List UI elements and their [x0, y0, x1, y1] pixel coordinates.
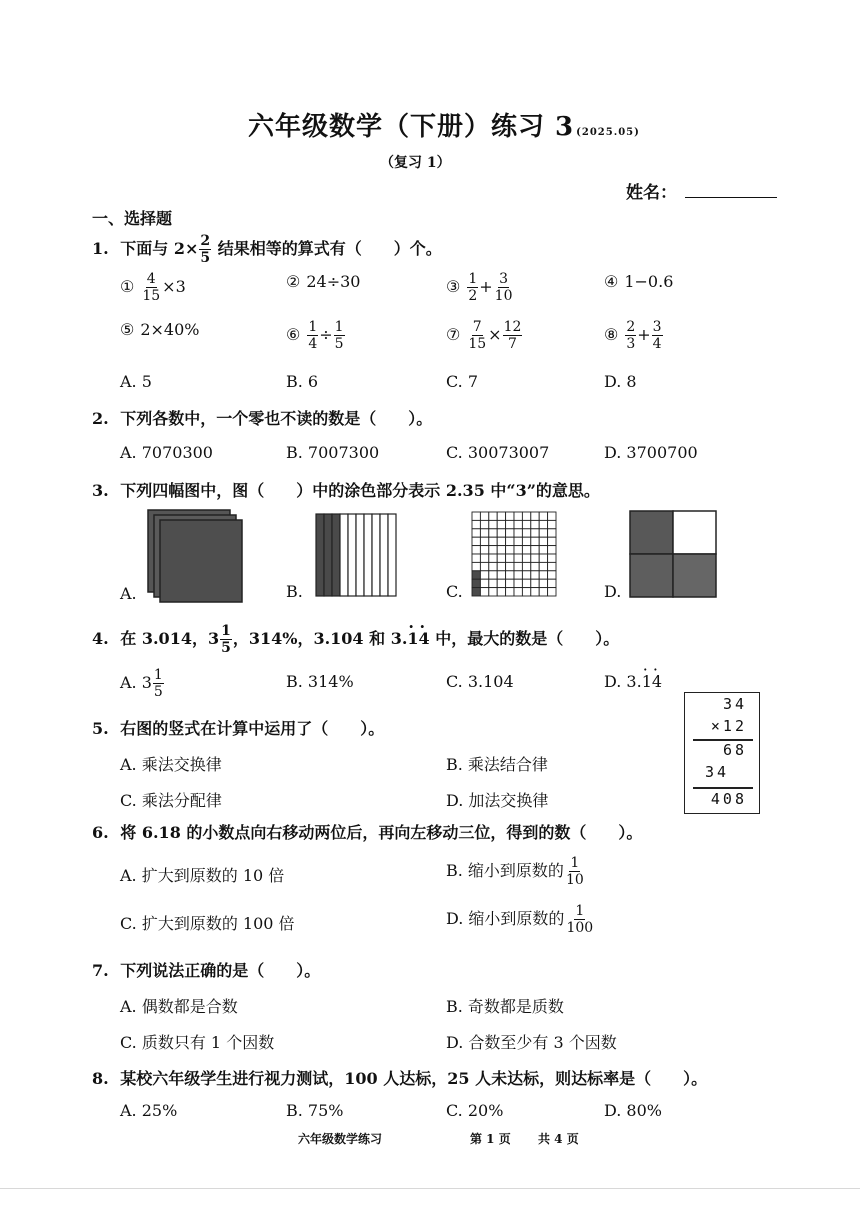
frac-den: 5: [334, 336, 344, 352]
q5-stem-text: 右图的竖式在计算中运用了（ ）。: [120, 719, 385, 738]
q1-option-a: A. 5: [120, 372, 152, 391]
hundredth-cell: [531, 571, 539, 579]
hundredth-cell: [506, 588, 514, 596]
frac-den: 10: [565, 872, 584, 888]
hundredth-cell: [497, 571, 505, 579]
hundredth-cell: [472, 546, 480, 554]
repeating-digit-2: · 4: [652, 672, 662, 691]
frac-num: 4: [146, 271, 156, 287]
frac-den: 100: [566, 920, 594, 936]
q3-label-d: D.: [604, 582, 622, 601]
q6-option-b-fraction: [565, 856, 585, 887]
footer-title: 六年级数学练习: [298, 1132, 383, 1146]
expression-marker: ①: [120, 277, 135, 296]
q3-figure-b: [314, 512, 400, 600]
q4-option-c: C. 3.104: [446, 672, 514, 691]
expression-text: +: [479, 277, 493, 296]
hundredth-cell: [506, 512, 514, 520]
hundredth-cell: [472, 562, 480, 570]
q7-option-c: C. 质数只有 1 个因数: [120, 1033, 275, 1052]
hundredth-cell: [472, 529, 480, 537]
hundredth-cell: [480, 520, 488, 528]
q4-option-a: [120, 668, 165, 699]
title-text: 六年级数学（下册）练习 3: [248, 112, 575, 142]
hundredth-cell: [522, 512, 530, 520]
title-date: (2025.05): [576, 127, 640, 138]
hundredth-cell: [489, 537, 497, 545]
question-1-stem: [92, 234, 442, 265]
tenth-strip: [348, 514, 356, 596]
q4-stem-fraction: [220, 624, 232, 655]
expression-marker: ③: [446, 277, 461, 296]
hundredth-cell: [480, 562, 488, 570]
calc-line-2: [693, 787, 753, 789]
frac-den: 10: [494, 288, 513, 304]
q2-option-c: C. 30073007: [446, 443, 550, 462]
name-label: 姓名：: [626, 183, 677, 203]
fraction: [652, 320, 663, 351]
frac-num: 7: [472, 319, 482, 335]
frac-num: 2: [626, 319, 636, 335]
frac-den: 3: [626, 336, 636, 352]
hundredth-cell: [472, 579, 480, 587]
hundredth-cell: [514, 571, 522, 579]
q1-expression-3: [446, 272, 515, 303]
hundredth-cell: [531, 546, 539, 554]
q1-option-c: C. 7: [446, 372, 479, 391]
hundredth-cell: [497, 512, 505, 520]
q4-stem-b: ，314%，3.104 和 3.: [232, 629, 408, 648]
q7-option-b: B. 奇数都是质数: [446, 997, 564, 1016]
hundredth-cell: [489, 546, 497, 554]
hundredth-cell: [514, 579, 522, 587]
fraction: [625, 320, 636, 351]
hundredth-cell: [489, 579, 497, 587]
hundredth-cell: [497, 546, 505, 554]
hundredth-cell: [497, 537, 505, 545]
page-bottom-divider: [0, 1188, 860, 1189]
hundredth-cell: [539, 520, 547, 528]
hundredth-cell: [531, 512, 539, 520]
frac-den: 4: [652, 336, 662, 352]
tenth-strip: [332, 514, 340, 596]
hundredth-cell: [514, 562, 522, 570]
q3-label-c: C.: [446, 582, 463, 601]
q1-stem-a: 下面与 2×: [120, 239, 199, 258]
repeating-digit-2: · 4: [419, 629, 430, 648]
fraction: [467, 272, 478, 303]
frac-num: 3: [499, 271, 509, 287]
q7-stem-text: 下列说法正确的是（ ）。: [120, 961, 321, 980]
hundredth-cell: [531, 588, 539, 596]
hundredth-cell: [497, 562, 505, 570]
q2-number: 2.: [92, 409, 109, 428]
question-8-stem: [92, 1066, 707, 1089]
frac-num: 2: [200, 233, 211, 249]
name-field: [626, 178, 777, 203]
q8-number: 8.: [92, 1069, 109, 1088]
q1-expression-5: [120, 320, 200, 339]
hundredth-cell: [497, 579, 505, 587]
q4-option-a-text: A. 3: [120, 673, 152, 692]
frac-num: 3: [652, 319, 662, 335]
hundredth-cell: [497, 554, 505, 562]
frac-num: 1: [153, 667, 163, 683]
hundredth-cell: [497, 520, 505, 528]
q3-stem-text: 下列四幅图中，图（ ）中的涂色部分表示 2.35 中“3”的意思。: [120, 481, 600, 500]
vertical-multiplication: [684, 692, 760, 814]
q2-option-d: D. 3700700: [604, 443, 698, 462]
hundredth-cell: [506, 537, 514, 545]
hundredth-cell: [472, 520, 480, 528]
q3-number: 3.: [92, 481, 109, 500]
expression-text: 2×40%: [140, 320, 200, 339]
frac-num: 1: [308, 319, 318, 335]
hundredth-cell: [497, 588, 505, 596]
hundredth-cell: [480, 537, 488, 545]
hundredth-cell: [539, 546, 547, 554]
q4-number: 4.: [92, 629, 109, 648]
q4-option-a-fraction: [153, 668, 164, 699]
question-2-stem: [92, 406, 432, 429]
q1-number: 1.: [92, 239, 109, 258]
hundredth-cell: [531, 554, 539, 562]
q5-option-c: C. 乘法分配律: [120, 791, 222, 810]
quarter-top-right: [673, 511, 716, 554]
frac-num: 1: [570, 855, 580, 871]
question-4-stem: [92, 624, 619, 655]
section-title: 一、选择题: [92, 209, 173, 228]
hundredth-cell: [480, 529, 488, 537]
frac-den: 15: [468, 336, 487, 352]
hundredth-cell: [472, 571, 480, 579]
hundredth-cell: [506, 562, 514, 570]
frac-den: 5: [221, 640, 231, 656]
hundredth-cell: [472, 537, 480, 545]
q2-option-a: A. 7070300: [120, 443, 213, 462]
hundredth-cell: [506, 571, 514, 579]
hundredth-cell: [548, 571, 556, 579]
hundredth-cell: [548, 579, 556, 587]
hundredth-cell: [548, 529, 556, 537]
hundredth-cell: [514, 512, 522, 520]
q4-stem-c: 中，最大的数是（ ）。: [429, 629, 620, 648]
calc-row-3: 68: [722, 741, 747, 759]
hundredth-cell: [480, 546, 488, 554]
footer-page: 第 1 页: [470, 1132, 511, 1146]
frac-den: 7: [508, 336, 517, 352]
q4-stem-a: 在 3.014，3: [120, 629, 220, 648]
expression-marker: ⑦: [446, 325, 461, 344]
q1-expression-7: [446, 320, 523, 351]
frac-num: 1: [575, 903, 585, 919]
q5-option-d: D. 加法交换律: [446, 791, 549, 810]
tenth-strip: [324, 514, 332, 596]
hundredth-cell: [522, 520, 530, 528]
q6-option-c: C. 扩大到原数的 100 倍: [120, 914, 295, 933]
hundredth-cell: [497, 529, 505, 537]
q1-stem-b: 结果相等的算式有（ ）个。: [212, 239, 442, 258]
tenth-strip: [340, 514, 348, 596]
q3-figure-c: [470, 510, 558, 600]
fraction: [307, 320, 318, 351]
expression-text: ×: [488, 325, 502, 344]
hundredth-cell: [489, 588, 497, 596]
expression-text: ÷: [319, 325, 333, 344]
hundredth-cell: [480, 512, 488, 520]
q3-figure-d: [628, 509, 718, 599]
hundredth-cell: [539, 588, 547, 596]
square-front: [160, 520, 242, 602]
hundredth-cell: [522, 537, 530, 545]
q6-option-a: A. 扩大到原数的 10 倍: [120, 866, 285, 885]
q6-option-d-text: D. 缩小到原数的: [446, 909, 565, 928]
hundredth-cell: [548, 546, 556, 554]
tenth-strip: [380, 514, 388, 596]
hundredth-cell: [548, 512, 556, 520]
q6-option-b-text: B. 缩小到原数的: [446, 861, 564, 880]
footer-total: 共 4 页: [538, 1132, 579, 1146]
q1-option-d: D. 8: [604, 372, 637, 391]
hundredth-cell: [548, 520, 556, 528]
fraction: [503, 320, 523, 351]
q4-option-b: B. 314%: [286, 672, 354, 691]
hundredth-cell: [522, 579, 530, 587]
hundredth-cell: [539, 554, 547, 562]
q8-stem-text: 某校六年级学生进行视力测试，100 人达标，25 人未达标，则达标率是（ ）。: [120, 1069, 708, 1088]
q6-option-d-fraction: [565, 904, 594, 935]
calc-row-4: 34: [704, 763, 729, 781]
q4-option-d-text: D. 3.: [604, 672, 642, 691]
q4-option-d: [604, 672, 662, 691]
tenth-strip: [372, 514, 380, 596]
expression-text: ×3: [162, 277, 186, 296]
hundredth-cell: [522, 562, 530, 570]
hundredth-cell: [514, 546, 522, 554]
repeating-digit-1: · 1: [407, 629, 418, 648]
q1-stem-fraction: [199, 234, 211, 265]
hundredth-cell: [472, 512, 480, 520]
hundredth-cell: [514, 588, 522, 596]
hundredth-cell: [472, 554, 480, 562]
hundredth-cell: [514, 554, 522, 562]
q1-expression-8: [604, 320, 664, 351]
hundredth-cell: [506, 579, 514, 587]
hundredths-grid: [472, 512, 556, 596]
q1-expression-4: [604, 272, 673, 291]
hundredth-cell: [531, 579, 539, 587]
repeating-digit-1: · 1: [642, 672, 652, 691]
expression-marker: ⑤: [120, 320, 135, 339]
frac-den: 4: [308, 336, 318, 352]
q2-option-b: B. 7007300: [286, 443, 380, 462]
hundredth-cell: [539, 579, 547, 587]
hundredth-cell: [539, 512, 547, 520]
q3-figure-a: [146, 508, 246, 604]
expression-marker: ②: [286, 272, 301, 291]
frac-den: 5: [200, 250, 211, 266]
fraction: [141, 272, 161, 303]
expression-marker: ⑧: [604, 325, 619, 344]
hundredth-cell: [480, 571, 488, 579]
expression-marker: ⑥: [286, 325, 301, 344]
q3-label-b: B.: [286, 582, 303, 601]
q7-option-a: A. 偶数都是合数: [120, 997, 238, 1016]
hundredth-cell: [489, 512, 497, 520]
frac-num: 1: [468, 271, 478, 287]
q2-stem-text: 下列各数中，一个零也不读的数是（ ）。: [120, 409, 433, 428]
frac-num: 12: [503, 319, 522, 335]
name-blank-line: [685, 183, 777, 198]
calc-row-2: ×12: [710, 717, 747, 735]
tenth-strip: [388, 514, 396, 596]
hundredth-cell: [489, 562, 497, 570]
expression-text: 1−0.6: [624, 272, 674, 291]
hundredth-cell: [506, 554, 514, 562]
frac-num: 1: [334, 319, 344, 335]
q3-label-a: A.: [120, 584, 137, 603]
q1-expression-2: [286, 272, 360, 291]
expression-text: +: [637, 325, 651, 344]
hundredth-cell: [514, 537, 522, 545]
q6-number: 6.: [92, 823, 109, 842]
hundredth-cell: [480, 579, 488, 587]
hundredth-cell: [539, 571, 547, 579]
q8-option-c: C. 20%: [446, 1101, 504, 1120]
q8-option-a: A. 25%: [120, 1101, 178, 1120]
hundredth-cell: [480, 554, 488, 562]
calc-row-5: 408: [710, 790, 747, 808]
q8-option-b: B. 75%: [286, 1101, 344, 1120]
quarter-bottom-right: [673, 554, 716, 597]
hundredth-cell: [489, 520, 497, 528]
page-title: [248, 106, 640, 143]
tenth-strip: [316, 514, 324, 596]
tenths-grid: [316, 514, 396, 596]
hundredth-cell: [472, 588, 480, 596]
q6-option-b: [446, 856, 586, 887]
q5-number: 5.: [92, 719, 109, 738]
hundredth-cell: [522, 529, 530, 537]
fraction: [334, 320, 345, 351]
frac-den: 2: [468, 288, 478, 304]
hundredth-cell: [480, 588, 488, 596]
hundredth-cell: [531, 537, 539, 545]
question-7-stem: [92, 958, 320, 981]
quarter-bottom-left: [630, 554, 673, 597]
expression-text: 24÷30: [306, 272, 361, 291]
hundredth-cell: [506, 520, 514, 528]
hundredth-cell: [548, 537, 556, 545]
tenth-strip: [356, 514, 364, 596]
hundredth-cell: [489, 529, 497, 537]
hundredth-cell: [548, 554, 556, 562]
hundredth-cell: [531, 520, 539, 528]
hundredth-cell: [489, 554, 497, 562]
q5-option-b: B. 乘法结合律: [446, 755, 548, 774]
calc-row-1: 34: [722, 695, 747, 713]
hundredth-cell: [531, 529, 539, 537]
hundredth-cell: [539, 537, 547, 545]
q1-option-b: B. 6: [286, 372, 319, 391]
hundredth-cell: [539, 529, 547, 537]
q7-option-d: D. 合数至少有 3 个因数: [446, 1033, 617, 1052]
q8-option-d: D. 80%: [604, 1101, 662, 1120]
frac-num: 1: [221, 623, 231, 639]
hundredth-cell: [522, 588, 530, 596]
q7-number: 7.: [92, 961, 109, 980]
hundredth-cell: [514, 520, 522, 528]
hundredth-cell: [522, 554, 530, 562]
question-5-stem: [92, 716, 384, 739]
hundredth-cell: [522, 571, 530, 579]
hundredth-cell: [506, 546, 514, 554]
q6-stem-text: 将 6.18 的小数点向右移动两位后，再向左移动三位，得到的数（ ）。: [120, 823, 643, 842]
q1-expression-1: [120, 272, 186, 303]
hundredth-cell: [548, 588, 556, 596]
hundredth-cell: [539, 562, 547, 570]
q1-expression-6: [286, 320, 346, 351]
page-subtitle: （复习 1）: [380, 155, 451, 171]
hundredth-cell: [522, 546, 530, 554]
hundredth-cell: [489, 571, 497, 579]
fraction: [494, 272, 514, 303]
expression-marker: ④: [604, 272, 619, 291]
hundredth-cell: [548, 562, 556, 570]
quarter-top-left: [630, 511, 673, 554]
tenth-strip: [364, 514, 372, 596]
fraction: [467, 320, 487, 351]
question-3-stem: [92, 478, 600, 501]
hundredth-cell: [514, 529, 522, 537]
frac-den: 15: [142, 288, 161, 304]
frac-den: 5: [153, 684, 163, 700]
question-6-stem: [92, 820, 642, 843]
hundredth-cell: [531, 562, 539, 570]
hundredth-cell: [506, 529, 514, 537]
q5-option-a: A. 乘法交换律: [120, 755, 222, 774]
q6-option-d: [446, 904, 595, 935]
